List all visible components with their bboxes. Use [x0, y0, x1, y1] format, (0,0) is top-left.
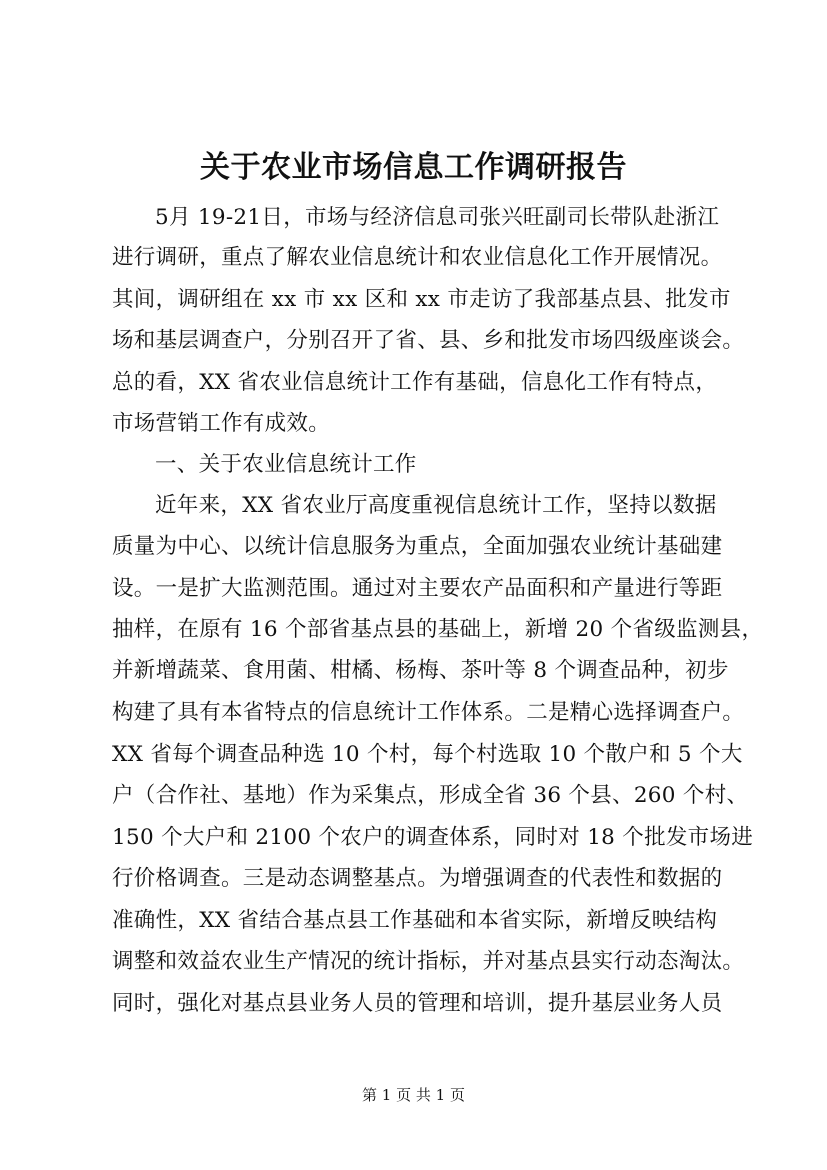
- paragraph-line: 150 个大户和 2100 个农户的调查体系，同时对 18 个批发市场进: [112, 825, 754, 850]
- paragraph-line: 抽样，在原有 16 个部省基点县的基础上，新增 20 个省级监测县，: [112, 617, 764, 642]
- paragraph-line: 构建了具有本省特点的信息统计工作体系。二是精心选择调查户。: [112, 700, 745, 725]
- paragraph-line: 总的看，XX 省农业信息统计工作有基础，信息化工作有特点，: [112, 370, 718, 395]
- paragraph-line: XX 省每个调查品种选 10 个村，每个村选取 10 个散户和 5 个大: [112, 742, 743, 767]
- paragraph-line: 调整和效益农业生产情况的统计指标，并对基点县实行动态淘汰。: [112, 949, 745, 974]
- paragraph-line: 其间，调研组在 xx 市 xx 区和 xx 市走访了我部基点县、批发市: [112, 287, 731, 312]
- paragraph-line: 设。一是扩大监测范围。通过对主要农产品面积和产量进行等距: [112, 576, 723, 601]
- paragraph-line: 准确性，XX 省结合基点县工作基础和本省实际，新增反映结构: [112, 908, 718, 933]
- paragraph-line: 并新增蔬菜、食用菌、柑橘、杨梅、茶叶等 8 个调查品种，初步: [112, 658, 729, 683]
- section-heading: 一、关于农业信息统计工作: [155, 452, 417, 477]
- paragraph-line: 进行调研，重点了解农业信息统计和农业信息化工作开展情况。: [112, 245, 723, 270]
- paragraph-line: 5月 19-21日，市场与经济信息司张兴旺副司长带队赴浙江: [155, 205, 720, 230]
- paragraph-line: 场和基层调查户，分别召开了省、县、乡和批发市场四级座谈会。: [112, 328, 745, 353]
- paragraph-line: 质量为中心、以统计信息服务为重点，全面加强农业统计基础建: [112, 534, 723, 559]
- paragraph-line: 市场营销工作有成效。: [112, 411, 331, 436]
- paragraph-line: 同时，强化对基点县业务人员的管理和培训，提升基层业务人员: [112, 991, 723, 1016]
- page-footer: 第 1 页 共 1 页: [362, 1086, 465, 1104]
- paragraph-line: 户（合作社、基地）作为采集点，形成全省 36 个县、260 个村、: [112, 783, 749, 808]
- document-title: 关于农业市场信息工作调研报告: [200, 150, 627, 185]
- paragraph-line: 近年来，XX 省农业厅高度重视信息统计工作，坚持以数据: [155, 493, 717, 518]
- paragraph-line: 行价格调查。三是动态调整基点。为增强调查的代表性和数据的: [112, 866, 723, 891]
